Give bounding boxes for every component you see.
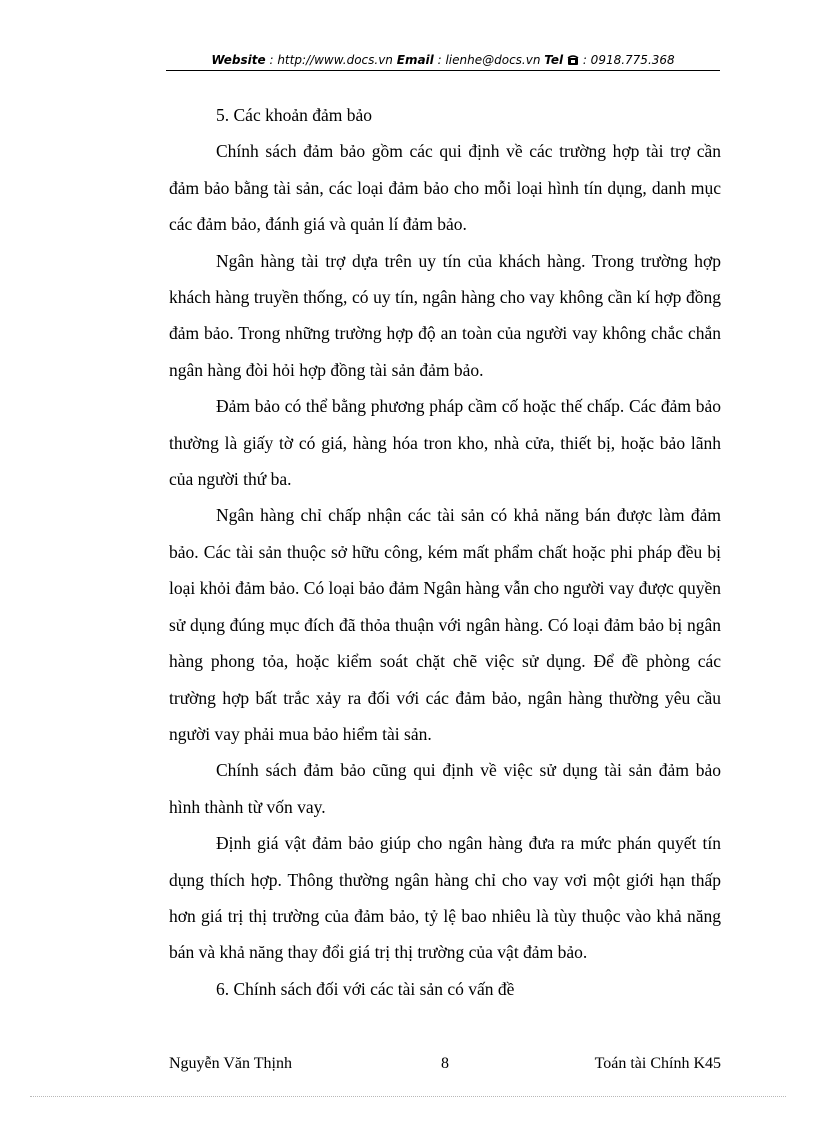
website-label: Website (211, 53, 266, 67)
phone-icon (567, 52, 579, 72)
paragraph: Ngân hàng tài trợ dựa trên uy tín của khách hàng. Trong trường hợp khách hàng truyền thống, có uy tín, ngân hàng cho vay không cần kí hợp đồng đảm bảo. Trong những trường hợp độ an toàn của người vay không chắc chắn ngân hàng đòi hỏi hợp đồng tài sản đảm bảo. (169, 250, 721, 380)
page-header (166, 50, 720, 70)
page-bottom-divider (30, 1096, 786, 1097)
section-heading-5: 5. Các khoản đảm bảo (216, 105, 372, 125)
paragraph: Đảm bảo có thể bằng phương pháp cầm cố hoặc thế chấp. Các đảm bảo thường là giấy tờ có giá, hàng hóa tron kho, nhà cửa, thiết bị, hoặc bảo lãnh của người thứ ba. (169, 396, 721, 490)
tel-number: : 0918.775.368 (582, 53, 675, 67)
header-divider (166, 70, 720, 71)
tel-label: Tel (544, 53, 564, 67)
paragraph: Ngân hàng chỉ chấp nhận các tài sản có khả năng bán được làm đảm bảo. Các tài sản thuộc sở hữu công, kém mất phẩm chất hoặc phi pháp đều bị loại khỏi đảm bảo. Có loại bảo đảm Ngân hàng vẫn cho người vay được quyền sử dụng đúng mục đích đã thỏa thuận với ngân hàng. Có loại đảm bảo bị ngân hàng phong tỏa, hoặc kiểm soát chặt chẽ việc sử dụng. Để đề phòng các trường hợp bất trắc xảy ra đối với các đảm bảo, ngân hàng thường yêu cầu người vay phải mua bảo hiểm tài sản. (169, 505, 721, 744)
footer-author: Nguyễn Văn Thịnh (169, 1055, 292, 1072)
section-heading-6: 6. Chính sách đối với các tài sản có vấn đề (216, 978, 515, 999)
paragraph: Định giá vật đảm bảo giúp cho ngân hàng đưa ra mức phán quyết tín dụng thích hợp. Thông thường ngân hàng chỉ cho vay vơi một giới hạn thấp hơn giá trị thị trường của đảm bảo, tỷ lệ bao nhiêu là tùy thuộc vào khả năng bán và khả năng thay đổi giá trị thị trường của vật đảm bảo. (169, 833, 721, 963)
website-url: : http://www.docs.vn (269, 53, 393, 67)
footer-course: Toán tài Chính K45 (594, 1055, 721, 1072)
paragraph: Chính sách đảm bảo cũng qui định về việc sử dụng tài sản đảm bảo hình thành từ vốn vay. (169, 760, 721, 817)
page-number: 8 (441, 1055, 449, 1072)
document-body (169, 97, 721, 1007)
paragraph: Chính sách đảm bảo gồm các qui định về các trường hợp tài trợ cần đảm bảo bằng tài sản, các loại đảm bảo cho mỗi loại hình tín dụng, danh mục các đảm bảo, đánh giá và quản lí đảm bảo. (169, 141, 721, 235)
email-label: Email (396, 53, 434, 67)
email-address: : lienhe@docs.vn (437, 53, 541, 67)
page-footer (169, 1052, 721, 1076)
